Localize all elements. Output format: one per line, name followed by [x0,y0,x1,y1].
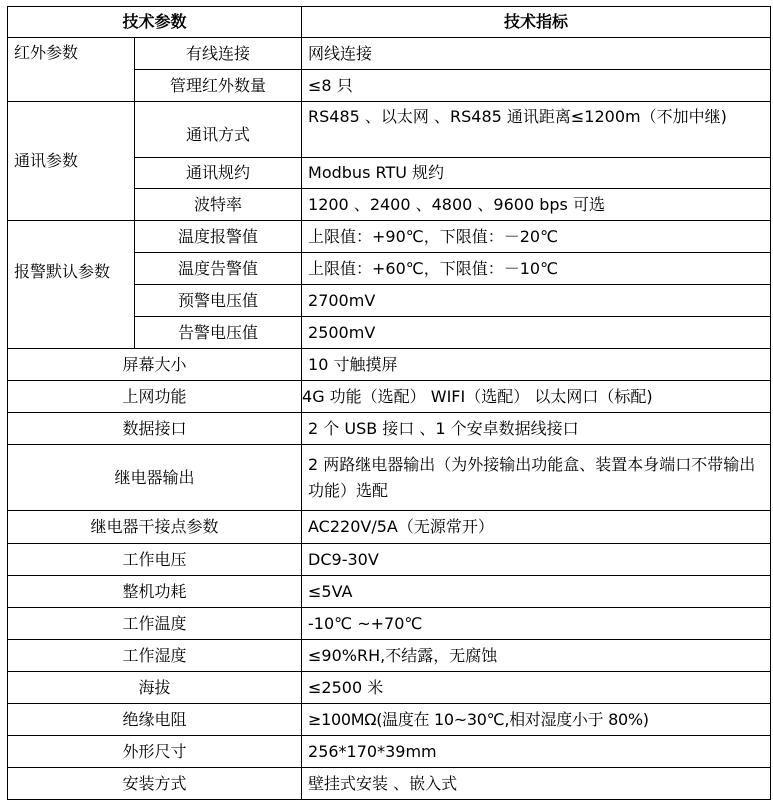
row-value: 1200 、2400 、4800 、9600 bps 可选 [302,189,771,221]
spec-table [7,6,771,800]
row-label: 通讯方式 [135,102,302,158]
row-label: 温度告警值 [135,253,302,285]
table-row [8,511,771,544]
row-label: 管理红外数量 [135,70,302,102]
group-infrared: 红外参数 [8,38,135,102]
row-value: 2 两路继电器输出（为外接输出功能盒、装置本身端口不带输出功能）选配 [302,445,771,511]
row-label: 屏幕大小 [8,349,302,381]
row-value: 2 个 USB 接口 、1 个安卓数据线接口 [302,413,771,445]
row-value: ≥100MΩ(温度在 10~30℃,相对湿度小于 80%) [302,704,771,736]
row-value: 网线连接 [302,38,771,70]
row-value: DC9-30V [302,544,771,576]
table-row [8,413,771,445]
header-row [8,7,771,38]
table-row [8,640,771,672]
table-row [8,768,771,800]
table-row [8,544,771,576]
row-value: 上限值：+60℃，下限值：－10℃ [302,253,771,285]
row-value: 上限值：+90℃，下限值：－20℃ [302,221,771,253]
row-value: ≤5VA [302,576,771,608]
row-value: Modbus RTU 规约 [302,158,771,189]
row-label: 通讯规约 [135,158,302,189]
row-value: 256*170*39mm [302,736,771,768]
table-row [8,736,771,768]
row-value: RS485 、以太网 、RS485 通讯距离≤1200m（不加中继) [302,102,771,158]
row-value: -10℃ ~+70℃ [302,608,771,640]
group-comm: 通讯参数 [8,102,135,221]
table-row [8,349,771,381]
row-label: 继电器干接点参数 [8,511,302,544]
row-label: 工作电压 [8,544,302,576]
row-value: ≤8 只 [302,70,771,102]
row-value: 2500mV [302,317,771,349]
row-label: 工作湿度 [8,640,302,672]
header-param: 技术参数 [8,7,302,38]
table-row [8,576,771,608]
row-label: 上网功能 [8,381,302,413]
table-row [8,221,771,253]
row-label: 外形尺寸 [8,736,302,768]
row-value: 10 寸触摸屏 [302,349,771,381]
row-label: 整机功耗 [8,576,302,608]
row-label: 波特率 [135,189,302,221]
group-alarm: 报警默认参数 [8,221,135,349]
table-row [8,102,771,158]
row-label: 预警电压值 [135,285,302,317]
table-row [8,38,771,70]
row-label: 安装方式 [8,768,302,800]
row-label: 告警电压值 [135,317,302,349]
header-index: 技术指标 [302,7,771,38]
row-label: 工作温度 [8,608,302,640]
row-value: ≤90%RH,不结露，无腐蚀 [302,640,771,672]
table-row [8,445,771,511]
row-label: 温度报警值 [135,221,302,253]
table-row [8,608,771,640]
row-label: 海拔 [8,672,302,704]
row-label: 有线连接 [135,38,302,70]
row-value: 4G 功能（选配） WIFI（选配） 以太网口（标配) [302,381,771,413]
row-label: 数据接口 [8,413,302,445]
row-value: AC220V/5A（无源常开） [302,511,771,544]
table-row [8,381,771,413]
table-row [8,704,771,736]
row-value: 2700mV [302,285,771,317]
table-row [8,672,771,704]
row-value: 壁挂式安装 、嵌入式 [302,768,771,800]
row-label: 绝缘电阻 [8,704,302,736]
row-label: 继电器输出 [8,445,302,511]
row-value: ≤2500 米 [302,672,771,704]
